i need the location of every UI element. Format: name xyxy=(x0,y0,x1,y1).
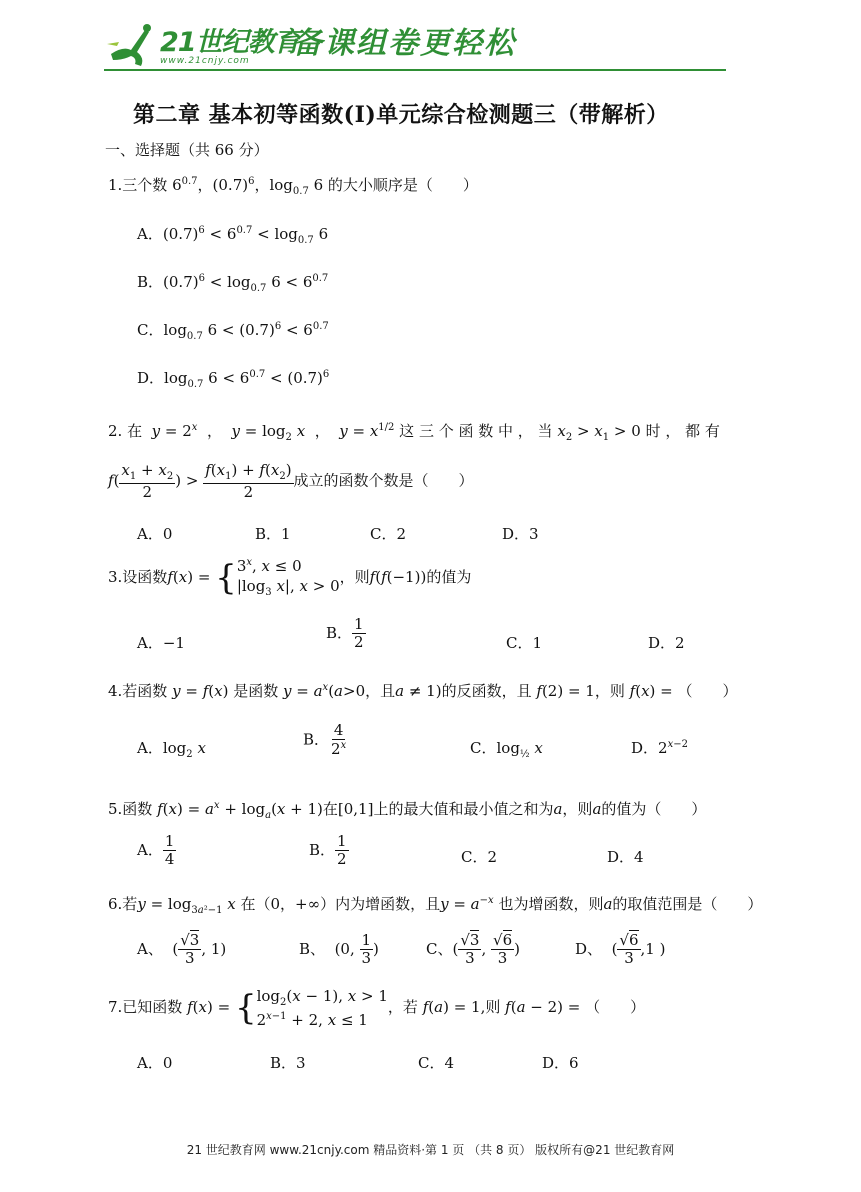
q1-option-a: A．$(0.7)^6 < 6^{0.7} < \log_{0.7} 6$ xyxy=(137,225,329,246)
q4-option-d: D．$2^{x-2}$ xyxy=(631,739,688,757)
question-6: 6.若$y = \log_{3a^2-1} x$ 在（0，+∞）内为增函数，且$y = a^{-x}$ 也为增函数，则a的取值范围是（ ） xyxy=(108,895,763,916)
q4-option-b: B． $\frac{4}{2^x}$ xyxy=(303,721,347,759)
question-2-inequality: f( $\frac{x_1 + x_2}{2}$ ) > $\frac{f(x_1) + f(x_2)}{2}$ 成立的函数个数是（ ） xyxy=(108,461,474,501)
q5-option-b: B． $\frac{1}{2}$ xyxy=(309,832,347,869)
header-rule xyxy=(104,69,726,71)
q3-option-c: C．1 xyxy=(506,634,543,652)
q5-option-d: D．4 xyxy=(607,848,644,866)
q6-option-d: D、 ( $\frac{√6}{3}$ ,1 ) xyxy=(575,931,666,968)
q5-option-c: C．2 xyxy=(461,848,498,866)
question-3: 3.设函数f(x) = { 3$^x$, x ≤ 0 $|\log_3$ x|, x > 0 ，则f(f(−1))的值为 xyxy=(108,557,472,599)
q7-option-b: B．3 xyxy=(270,1054,306,1072)
q6-option-c: C、( $\frac{√3}{3}$ , $\frac{√6}{3}$ ) xyxy=(426,931,520,968)
question-2: 2. 在 $y = 2^x$ ， $y = \log_2 x$ ， $y = x^{1/2}$ 这 三 个 函 数 中 ， 当 $x_2 > x_1 > 0$ 时 ， 都 有 xyxy=(108,422,720,443)
q2-option-d: D．3 xyxy=(502,525,539,543)
q1-option-c: C．$\log_{0.7} 6 < (0.7)^6 < 6^{0.7}$ xyxy=(137,321,329,342)
doc-title: 第二章 基本初等函数(Ⅰ)单元综合检测题三（带解析） xyxy=(133,102,669,128)
q7-option-a: A．0 xyxy=(137,1054,173,1072)
question-7: 7.已知函数 f(x) = { $\log_2(x - 1)$, x > 1 $2^{x-1} + 2$, x ≤ 1 ，若 f(a) = 1,则 f(a − 2) = （ ） xyxy=(108,987,646,1029)
runner-logo-icon xyxy=(105,24,157,68)
section-heading: 一、选择题（共 66 分） xyxy=(105,141,269,159)
q4-option-a: A．$\log_2 x$ xyxy=(137,739,206,760)
q2-option-b: B．1 xyxy=(255,525,291,543)
question-4: 4.若函数 y = f(x) 是函数 $y = a^x(a>0$，且a ≠ 1)的反函数，且 f(2) = 1，则 f(x) = （ ） xyxy=(108,682,738,700)
q1-option-b: B．$(0.7)^6 < \log_{0.7} 6 < 6^{0.7}$ xyxy=(137,273,329,294)
brand-url: www.21cnjy.com xyxy=(160,56,250,66)
q7-option-c: C．4 xyxy=(418,1054,455,1072)
question-1: 1.三个数 $6^{0.7}$，$(0.7)^6$，$\log_{0.7} 6$ 的大小顺序是（ ） xyxy=(108,176,478,197)
q3-option-b: B． $\frac{1}{2}$ xyxy=(326,615,364,652)
q2-option-c: C．2 xyxy=(370,525,407,543)
q3-option-d: D．2 xyxy=(648,634,685,652)
slogan: 备课组卷更轻松 xyxy=(292,26,516,61)
question-5: 5.函数 $f(x) = a^x + \log_a(x + 1)$在[0,1]上的最大值和最小值之和为a，则a的值为（ ） xyxy=(108,800,707,821)
page-footer: 21 世纪教育网 www.21cnjy.com 精品资料·第 1 页 （共 8 页） 版权所有@21 世纪教育网 xyxy=(186,1143,675,1157)
brand-text: 21世纪教育 xyxy=(160,27,300,58)
q3-option-a: A．−1 xyxy=(137,634,185,652)
q4-option-c: C．$\log_{\frac{1}{2}} x$ xyxy=(470,739,543,760)
q6-option-a: A、 ( $\frac{√3}{3}$ , 1) xyxy=(137,931,227,968)
q6-option-b: B、 (0, $\frac{1}{3}$ ) xyxy=(299,931,379,968)
q1-option-d: D．$\log_{0.7} 6 < 6^{0.7} < (0.7)^6$ xyxy=(137,369,330,390)
q7-option-d: D．6 xyxy=(542,1054,579,1072)
q5-option-a: A． $\frac{1}{4}$ xyxy=(137,832,175,869)
q2-option-a: A．0 xyxy=(137,525,173,543)
